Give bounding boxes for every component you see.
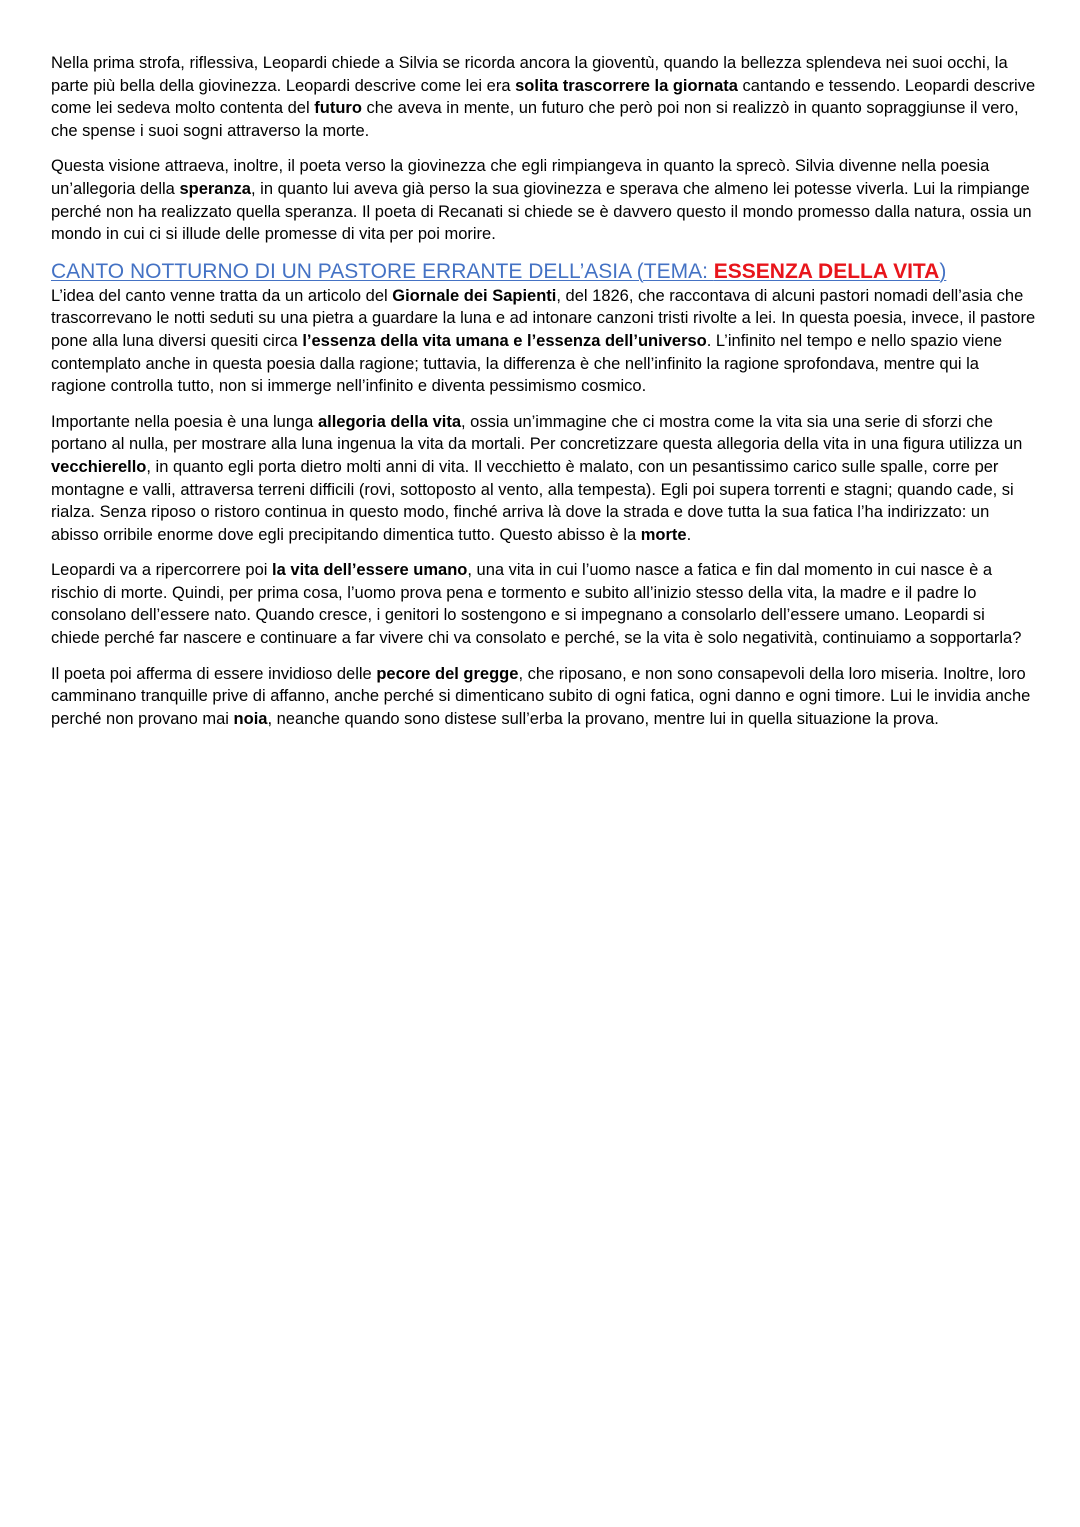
heading-accent: ESSENZA DELLA VITA (713, 259, 940, 283)
heading-suffix: ) (939, 259, 947, 283)
text-run: , una vita in cui l’uomo nasce a fatica e fin dal momento in cui nasce è a rischio di morte. Quindi, per prima cosa, l’uomo prova pena e tormento e subito all’inizio stesso della vita, la madre e il padre lo consolano dell’essere nato. Quando cresce, i genitori lo sostengono e si impegnano a consolarlo dell’essere umano. Leopardi si chiede perché far nascere e continuare a far vivere chi va consolato e perché, se la vita è solo negatività, continuiamo a sopportarla? (51, 561, 1022, 648)
bold-run: Giornale dei Sapienti (392, 286, 557, 305)
heading-prefix: CANTO NOTTURNO DI UN PASTORE ERRANTE DELL’ASIA (TEMA: (51, 259, 714, 283)
text-run: , in quanto egli porta dietro molti anni di vita. Il vecchietto è malato, con un pesantissimo carico sulle spalle, corre per montagne e valli, attraversa terreni difficili (rovi, sottoposto al vento, alla tempesta). Egli poi supera torrenti e stagni; quando cade, si rialza. Senza riposo o ristoro continua in questo modo, finché arriva là dove la strada e dove tutta la sua fatica l’ha indirizzato: un abisso orribile enorme dove egli precipitando dimentica tutto. Questo abisso è la (51, 457, 1014, 544)
paragraph-silvia-strofa (51, 52, 1036, 142)
bold-run: pecore del gregge (376, 664, 519, 683)
text-run: , neanche quando sono distese sull’erba la provano, mentre lui in quella situazione la prova. (267, 709, 939, 728)
bold-run: l’essenza della vita umana e l’essenza dell’universo (302, 331, 707, 350)
text-run: , in quanto lui aveva già perso la sua giovinezza e sperava che almeno lei potesse viverla. Lui la rimpiange perché non ha realizzato quella speranza. Il poeta di Recanati si chiede se è davvero questo il mondo promesso dalla natura, ossia un mondo in cui ci si illude delle promesse di vita per poi morire. (51, 179, 1032, 244)
text-run: Importante nella poesia è una lunga (51, 412, 318, 431)
text-run: Nella prima strofa, riflessiva, Leopardi chiede a Silvia se ricorda ancora la gioventù, quando la bellezza splendeva nei suoi occhi, la parte più bella della giovinezza. Leopardi descrive come lei era (51, 54, 1008, 95)
section-heading-canto-notturno[interactable] (51, 259, 1036, 285)
bold-run: noia (233, 709, 268, 728)
paragraph-vita-essere-umano (51, 559, 1036, 649)
text-run: , del 1826, che raccontava di alcuni pastori nomadi dell’asia che trascorrevano le notti seduti su una pietra a guardare la luna e ad intonare canzoni tristi rivolte a lei. In questa poesia, invece, il pastore pone alla luna diversi quesiti circa (51, 286, 1036, 350)
text-run: , che riposano, e non sono consapevoli della loro miseria. Inoltre, loro camminano tranquille prive di affanno, anche perché si dimenticano subito di ogni fatica, ogni danno e ogni timore. Lui le invidia anche perché non provano mai (51, 664, 1031, 728)
bold-run: solita trascorrere la giornata (515, 76, 738, 95)
text-run: cantando e tessendo. Leopardi descrive come lei sedeva molto contenta del (51, 76, 1036, 118)
paragraph-pecore-gregge (51, 663, 1036, 731)
text-run: . L’infinito nel tempo e nello spazio viene contemplato anche in questa poesia dalla ragione; tuttavia, la differenza è che nell’infinito la ragione sprofondava, mentre qui la ragione controlla tutto, non si immerge nell’infinito e diventa pessimismo cosmico. (51, 331, 1003, 396)
text-run: che aveva in mente, un futuro che però poi non si realizzò in quanto sopraggiunse il vero, che spense i suoi sogni attraverso la morte. (51, 99, 1019, 140)
text-run: L’idea del canto venne tratta da un articolo del (51, 286, 393, 305)
bold-run: speranza (179, 179, 251, 198)
bold-run: allegoria della vita (317, 412, 462, 431)
paragraph-silvia-speranza (51, 155, 1036, 245)
text-run: Il poeta poi afferma di essere invidioso delle (51, 664, 377, 683)
bold-run: vecchierello (51, 457, 147, 476)
bold-run: futuro (314, 99, 362, 118)
text-run: . (686, 525, 692, 544)
document-page (51, 52, 1036, 743)
text-run: Leopardi va a ripercorrere poi (51, 561, 273, 580)
paragraph-allegoria-vita (51, 411, 1036, 547)
paragraph-canto-origine (51, 285, 1036, 398)
text-run: Questa visione attraeva, inoltre, il poeta verso la giovinezza che egli rimpiangeva in quanto la sprecò. Silvia divenne nella poesia un’allegoria della (51, 157, 990, 198)
bold-run: morte (640, 525, 687, 544)
bold-run: la vita dell’essere umano (272, 561, 468, 580)
text-run: , ossia un’immagine che ci mostra come la vita sia una serie di sforzi che portano al nulla, per mostrare alla luna ingenua la vita da mortali. Per concretizzare questa allegoria della vita in una figura utilizza un (51, 412, 1023, 454)
